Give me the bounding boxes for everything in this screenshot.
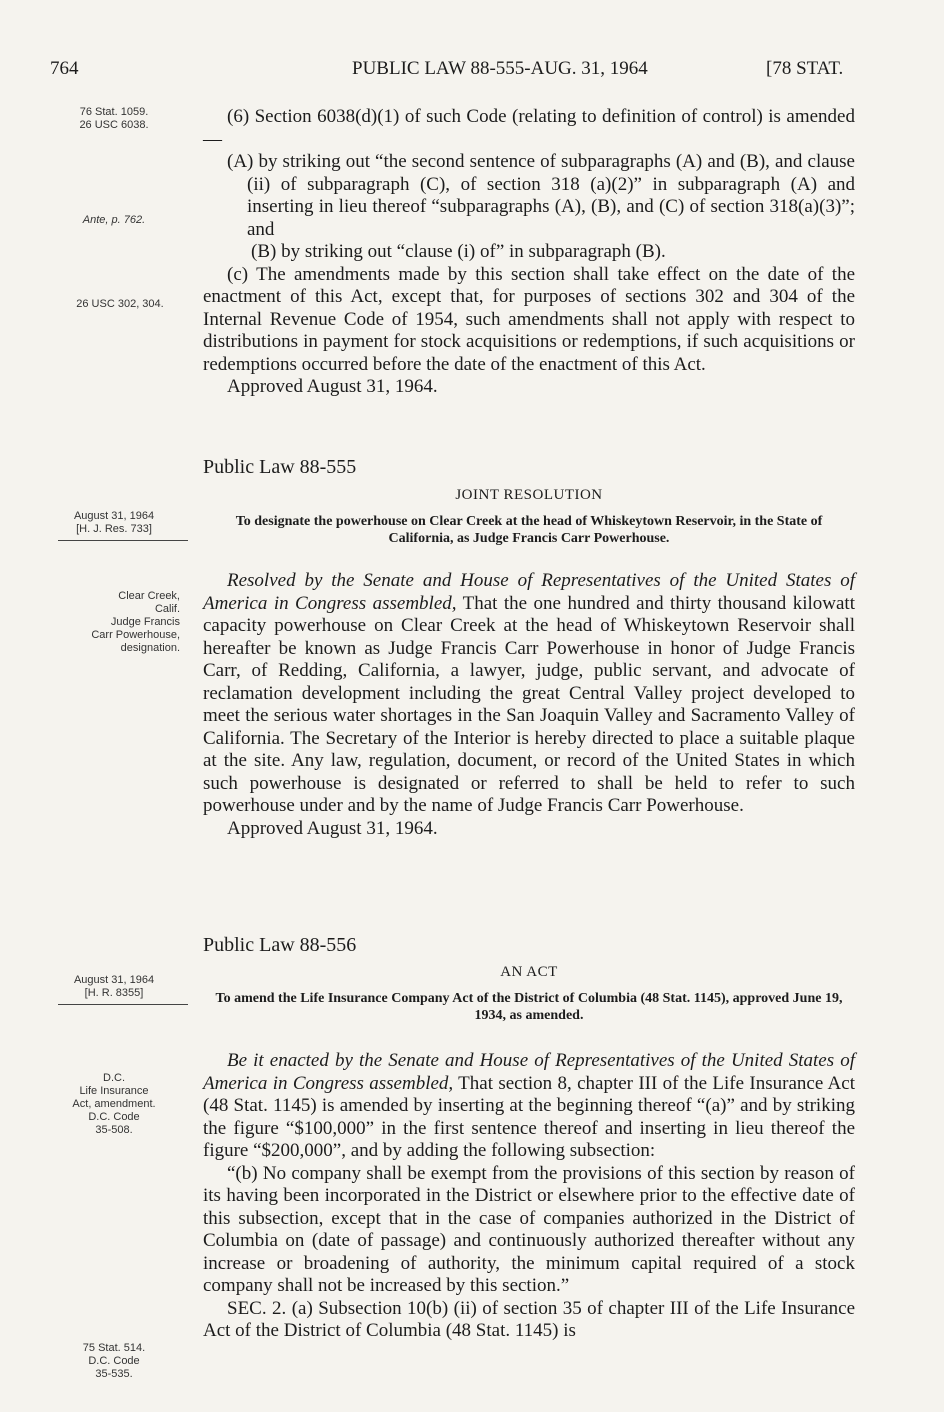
margin-note-line: 35-535. xyxy=(95,1368,133,1380)
resolving-clause: Resolved by the Senate and House of Representatives of the United States of America in Congress assembled, xyxy=(203,570,855,614)
margin-note-line: Act, amendment. xyxy=(72,1098,156,1110)
page-header xyxy=(0,58,944,88)
margin-subject-pl555 xyxy=(50,590,180,655)
subparagraph-b: (B) by striking out “clause (i) of” in subparagraph (B). xyxy=(251,241,666,262)
section-continuation xyxy=(203,106,855,399)
margin-subject-pl556 xyxy=(44,1072,184,1137)
law-heading-88-555: Public Law 88-555 xyxy=(203,456,357,478)
page-number: 764 xyxy=(50,58,79,79)
margin-note-line: Clear Creek, xyxy=(118,590,180,602)
law-heading-88-556: Public Law 88-556 xyxy=(203,934,357,956)
margin-note-line: 26 USC 6038. xyxy=(79,119,149,131)
margin-note-line: Life Insurance xyxy=(79,1085,149,1097)
law-556-body xyxy=(203,1050,855,1343)
law-type: JOINT RESOLUTION xyxy=(455,487,603,503)
margin-note-line: 76 Stat. 1059. xyxy=(79,106,149,118)
margin-note-line: [H. R. 8355] xyxy=(84,987,144,999)
law-555-body xyxy=(203,570,855,840)
law-purpose: To amend the Life Insurance Company Act of the District of Columbia (48 Stat. 1145), approved June 19, 1934, as amended. xyxy=(215,991,843,1023)
law-purpose: To designate the powerhouse on Clear Creek at the head of Whiskeytown Reservoir, in the State of California, as Judge Francis Carr Powerhouse. xyxy=(235,514,823,546)
margin-note-line: D.C. Code xyxy=(88,1355,140,1367)
statute-volume: [78 STAT. xyxy=(766,58,844,79)
margin-note-line: Carr Powerhouse, xyxy=(91,629,180,641)
resolution-text xyxy=(203,570,855,818)
section-2: SEC. 2. (a) Subsection 10(b) (ii) of section 35 of chapter III of the Life Insurance Act of the District of Columbia (48 Stat. 1145) is xyxy=(203,1297,855,1341)
margin-note-line: 75 Stat. 514. xyxy=(82,1342,146,1354)
margin-rule xyxy=(58,540,188,541)
approval-date: Approved August 31, 1964. xyxy=(227,376,438,397)
margin-note-2: Ante, p. 762. xyxy=(82,214,146,226)
paragraph-c: (c) The amendments made by this section shall take effect on the date of the enactment of this Act, except that, for purposes of sections 302 and 304 of the Internal Revenue Code of 1954, such amendments shall not apply with respect to distributions in payment for stock acquisitions or redemptions, if such acquisitions or redemptions occurred before the date of the enactment of this Act. xyxy=(203,263,855,375)
margin-date-pl556 xyxy=(44,974,184,1000)
margin-note-line: August 31, 1964 xyxy=(73,974,155,986)
margin-note-line: designation. xyxy=(120,642,180,654)
margin-note-line: Calif. xyxy=(154,603,180,615)
margin-note-3: 26 USC 302, 304. xyxy=(76,298,164,310)
margin-note-1 xyxy=(44,106,184,132)
approval-date: Approved August 31, 1964. xyxy=(227,817,438,839)
running-title: PUBLIC LAW 88-555-AUG. 31, 1964 xyxy=(352,58,648,79)
enacting-clause: Be it enacted by the Senate and House of Representatives of the United States of America in Congress assembled, xyxy=(203,1050,855,1094)
act-body: That section 8, chapter III of the Life Insurance Act (48 Stat. 1145) is amended by inserting at the beginning thereof “(a)” and by striking the figure “$100,000” in the first sentence thereof and inserting in lieu thereof the figure “$200,000”, and by adding the following subsection: xyxy=(203,1072,855,1161)
paragraph-6: (6) Section 6038(d)(1) of such Code (relating to definition of control) is amended— xyxy=(203,106,855,150)
margin-note-line: 35-508. xyxy=(95,1124,133,1136)
margin-note-line: August 31, 1964 xyxy=(73,510,155,522)
resolution-body: That the one hundred and thirty thousand kilowatt capacity powerhouse on Clear Creek at the head of Whiskeytown Reservoir shall hereafter be known as Judge Francis Carr Powerhouse in honor of Judge Francis Carr, of Redding, California, a lawyer, judge, public servant, and advocate of reclamation development including the great Central Valley project developed to meet the serious water shortages in the San Joaquin Valley and Sacramento Valley of California. The Secretary of the Interior is hereby directed to place a suitable plaque at the site. Any law, regulation, document, or record of the United States in which such powerhouse is designated or referred to shall be held to refer to such powerhouse under and by the name of Judge Francis Carr Powerhouse. xyxy=(203,592,855,816)
margin-note-line: Judge Francis xyxy=(110,616,180,628)
subsection-b: “(b) No company shall be exempt from the provisions of this section by reason of its having been incorporated in the District or elsewhere prior to the effective date of this subsection, except that in the case of companies authorized in the District of Columbia on (date of passage) and continuously authorized thereafter without any increase or broadening of authority, the minimum capital required of a stock company shall not be increased by this section.” xyxy=(203,1162,855,1296)
margin-date-pl555 xyxy=(44,510,184,536)
subparagraph-a: (A) by striking out “the second sentence of subparagraphs (A) and (B), and clause (ii) of subparagraph (C), of section 318 (a)(2)” in subparagraph (A) and inserting in lieu thereof “subparagraphs (A), (B), and (C) of section 318(a)(3)”; and xyxy=(227,151,855,240)
margin-note-line: D.C. xyxy=(103,1072,125,1084)
law-type: AN ACT xyxy=(500,964,558,980)
margin-note-line: D.C. Code xyxy=(88,1111,140,1123)
margin-note-line: [H. J. Res. 733] xyxy=(76,523,152,535)
margin-rule xyxy=(58,1004,188,1005)
margin-note-last xyxy=(44,1342,184,1381)
act-text xyxy=(203,1050,855,1163)
